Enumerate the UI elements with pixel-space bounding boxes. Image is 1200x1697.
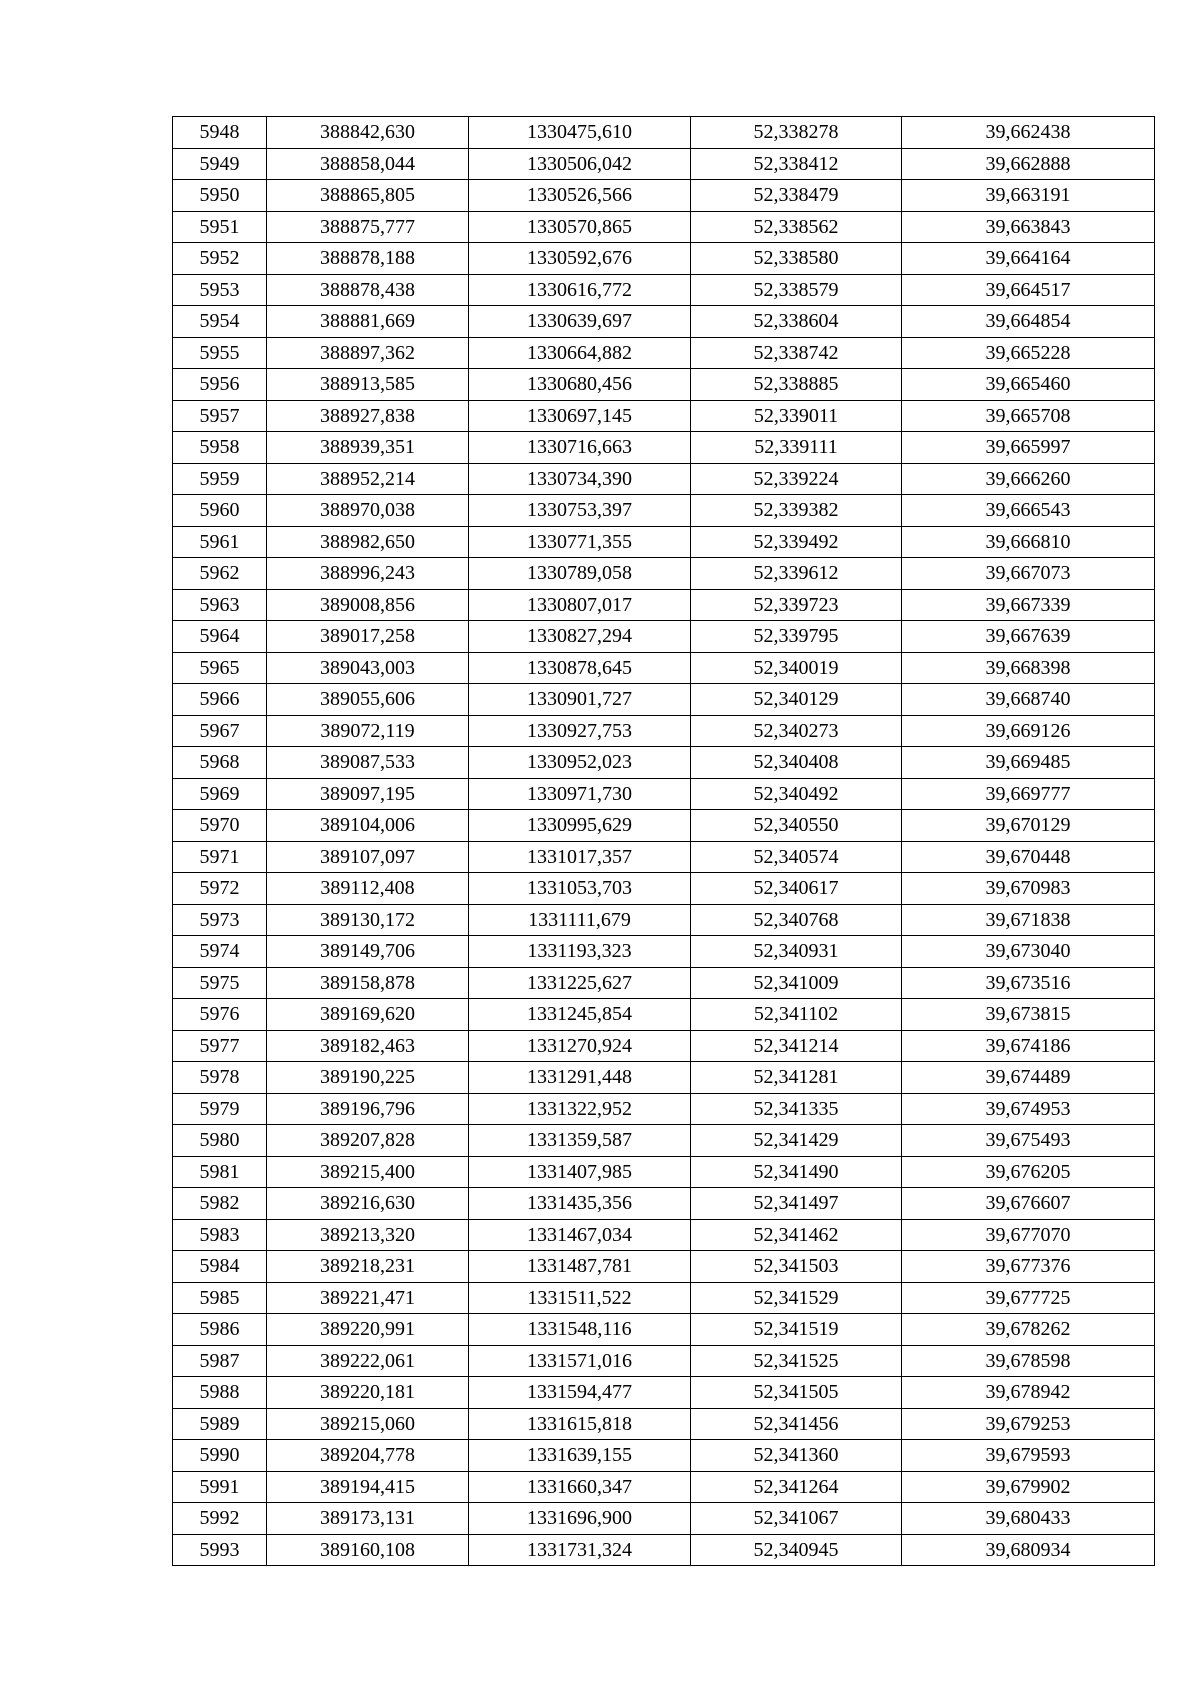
y-coordinate-cell: 1330901,727 (469, 684, 691, 716)
y-coordinate-cell: 1330807,017 (469, 589, 691, 621)
x-coordinate-cell: 388913,585 (267, 369, 469, 401)
y-coordinate-cell: 1331193,323 (469, 936, 691, 968)
y-coordinate-cell: 1330570,865 (469, 211, 691, 243)
table-row (173, 148, 1155, 180)
x-coordinate-cell: 389043,003 (267, 652, 469, 684)
table-row (173, 1188, 1155, 1220)
longitude-cell: 39,664854 (902, 306, 1155, 338)
latitude-cell: 52,340408 (691, 747, 902, 779)
latitude-cell: 52,341519 (691, 1314, 902, 1346)
point-number-cell: 5969 (173, 778, 267, 810)
coordinates-table (172, 116, 1155, 1566)
point-number-cell: 5950 (173, 180, 267, 212)
point-number-cell: 5987 (173, 1345, 267, 1377)
point-number-cell: 5951 (173, 211, 267, 243)
point-number-cell: 5986 (173, 1314, 267, 1346)
table-row (173, 558, 1155, 590)
table-row (173, 432, 1155, 464)
latitude-cell: 52,340617 (691, 873, 902, 905)
y-coordinate-cell: 1330526,566 (469, 180, 691, 212)
y-coordinate-cell: 1331696,900 (469, 1503, 691, 1535)
point-number-cell: 5985 (173, 1282, 267, 1314)
point-number-cell: 5956 (173, 369, 267, 401)
longitude-cell: 39,680934 (902, 1534, 1155, 1566)
y-coordinate-cell: 1330827,294 (469, 621, 691, 653)
latitude-cell: 52,341102 (691, 999, 902, 1031)
x-coordinate-cell: 388982,650 (267, 526, 469, 558)
latitude-cell: 52,340019 (691, 652, 902, 684)
y-coordinate-cell: 1331511,522 (469, 1282, 691, 1314)
y-coordinate-cell: 1330734,390 (469, 463, 691, 495)
y-coordinate-cell: 1330616,772 (469, 274, 691, 306)
table-row (173, 684, 1155, 716)
x-coordinate-cell: 388996,243 (267, 558, 469, 590)
point-number-cell: 5991 (173, 1471, 267, 1503)
table-row (173, 369, 1155, 401)
table-row (173, 778, 1155, 810)
x-coordinate-cell: 389204,778 (267, 1440, 469, 1472)
table-row (173, 1440, 1155, 1472)
latitude-cell: 52,341505 (691, 1377, 902, 1409)
point-number-cell: 5982 (173, 1188, 267, 1220)
latitude-cell: 52,341335 (691, 1093, 902, 1125)
x-coordinate-cell: 389072,119 (267, 715, 469, 747)
latitude-cell: 52,340574 (691, 841, 902, 873)
longitude-cell: 39,673040 (902, 936, 1155, 968)
y-coordinate-cell: 1331017,357 (469, 841, 691, 873)
point-number-cell: 5981 (173, 1156, 267, 1188)
latitude-cell: 52,339224 (691, 463, 902, 495)
y-coordinate-cell: 1330753,397 (469, 495, 691, 527)
point-number-cell: 5988 (173, 1377, 267, 1409)
longitude-cell: 39,674953 (902, 1093, 1155, 1125)
latitude-cell: 52,338412 (691, 148, 902, 180)
table-row (173, 1093, 1155, 1125)
table-row (173, 1314, 1155, 1346)
table-row (173, 621, 1155, 653)
y-coordinate-cell: 1331407,985 (469, 1156, 691, 1188)
coordinates-table-body (173, 117, 1155, 1566)
latitude-cell: 52,341009 (691, 967, 902, 999)
longitude-cell: 39,662438 (902, 117, 1155, 149)
latitude-cell: 52,341456 (691, 1408, 902, 1440)
point-number-cell: 5965 (173, 652, 267, 684)
x-coordinate-cell: 388875,777 (267, 211, 469, 243)
point-number-cell: 5979 (173, 1093, 267, 1125)
y-coordinate-cell: 1330995,629 (469, 810, 691, 842)
point-number-cell: 5957 (173, 400, 267, 432)
longitude-cell: 39,664517 (902, 274, 1155, 306)
y-coordinate-cell: 1331487,781 (469, 1251, 691, 1283)
y-coordinate-cell: 1330697,145 (469, 400, 691, 432)
x-coordinate-cell: 389158,878 (267, 967, 469, 999)
longitude-cell: 39,676607 (902, 1188, 1155, 1220)
latitude-cell: 52,338562 (691, 211, 902, 243)
x-coordinate-cell: 389215,400 (267, 1156, 469, 1188)
latitude-cell: 52,339382 (691, 495, 902, 527)
point-number-cell: 5952 (173, 243, 267, 275)
table-row (173, 117, 1155, 149)
y-coordinate-cell: 1330789,058 (469, 558, 691, 590)
longitude-cell: 39,678598 (902, 1345, 1155, 1377)
latitude-cell: 52,340492 (691, 778, 902, 810)
y-coordinate-cell: 1331639,155 (469, 1440, 691, 1472)
longitude-cell: 39,679253 (902, 1408, 1155, 1440)
y-coordinate-cell: 1331291,448 (469, 1062, 691, 1094)
x-coordinate-cell: 388939,351 (267, 432, 469, 464)
x-coordinate-cell: 389055,606 (267, 684, 469, 716)
x-coordinate-cell: 389097,195 (267, 778, 469, 810)
longitude-cell: 39,668398 (902, 652, 1155, 684)
latitude-cell: 52,341281 (691, 1062, 902, 1094)
latitude-cell: 52,341490 (691, 1156, 902, 1188)
x-coordinate-cell: 388970,038 (267, 495, 469, 527)
y-coordinate-cell: 1330664,882 (469, 337, 691, 369)
x-coordinate-cell: 389107,097 (267, 841, 469, 873)
y-coordinate-cell: 1330680,456 (469, 369, 691, 401)
table-row (173, 589, 1155, 621)
x-coordinate-cell: 388881,669 (267, 306, 469, 338)
longitude-cell: 39,665228 (902, 337, 1155, 369)
longitude-cell: 39,665708 (902, 400, 1155, 432)
table-row (173, 904, 1155, 936)
latitude-cell: 52,339492 (691, 526, 902, 558)
longitude-cell: 39,666260 (902, 463, 1155, 495)
table-row (173, 211, 1155, 243)
point-number-cell: 5989 (173, 1408, 267, 1440)
y-coordinate-cell: 1331548,116 (469, 1314, 691, 1346)
longitude-cell: 39,667639 (902, 621, 1155, 653)
table-row (173, 1156, 1155, 1188)
table-row (173, 1062, 1155, 1094)
point-number-cell: 5967 (173, 715, 267, 747)
y-coordinate-cell: 1330971,730 (469, 778, 691, 810)
point-number-cell: 5968 (173, 747, 267, 779)
latitude-cell: 52,340931 (691, 936, 902, 968)
x-coordinate-cell: 389008,856 (267, 589, 469, 621)
longitude-cell: 39,668740 (902, 684, 1155, 716)
latitude-cell: 52,338580 (691, 243, 902, 275)
longitude-cell: 39,673815 (902, 999, 1155, 1031)
point-number-cell: 5992 (173, 1503, 267, 1535)
longitude-cell: 39,675493 (902, 1125, 1155, 1157)
x-coordinate-cell: 389104,006 (267, 810, 469, 842)
y-coordinate-cell: 1330475,610 (469, 117, 691, 149)
longitude-cell: 39,667339 (902, 589, 1155, 621)
y-coordinate-cell: 1331571,016 (469, 1345, 691, 1377)
y-coordinate-cell: 1330878,645 (469, 652, 691, 684)
table-row (173, 1251, 1155, 1283)
longitude-cell: 39,667073 (902, 558, 1155, 590)
y-coordinate-cell: 1330639,697 (469, 306, 691, 338)
x-coordinate-cell: 389182,463 (267, 1030, 469, 1062)
longitude-cell: 39,674489 (902, 1062, 1155, 1094)
x-coordinate-cell: 389130,172 (267, 904, 469, 936)
y-coordinate-cell: 1331322,952 (469, 1093, 691, 1125)
y-coordinate-cell: 1331245,854 (469, 999, 691, 1031)
table-row (173, 652, 1155, 684)
x-coordinate-cell: 388858,044 (267, 148, 469, 180)
y-coordinate-cell: 1331660,347 (469, 1471, 691, 1503)
x-coordinate-cell: 389218,231 (267, 1251, 469, 1283)
x-coordinate-cell: 389220,181 (267, 1377, 469, 1409)
table-row (173, 936, 1155, 968)
latitude-cell: 52,339723 (691, 589, 902, 621)
y-coordinate-cell: 1330592,676 (469, 243, 691, 275)
point-number-cell: 5955 (173, 337, 267, 369)
x-coordinate-cell: 389194,415 (267, 1471, 469, 1503)
table-row (173, 306, 1155, 338)
table-row (173, 967, 1155, 999)
x-coordinate-cell: 389169,620 (267, 999, 469, 1031)
x-coordinate-cell: 389213,320 (267, 1219, 469, 1251)
longitude-cell: 39,669126 (902, 715, 1155, 747)
longitude-cell: 39,670448 (902, 841, 1155, 873)
longitude-cell: 39,669777 (902, 778, 1155, 810)
point-number-cell: 5978 (173, 1062, 267, 1094)
x-coordinate-cell: 388897,362 (267, 337, 469, 369)
longitude-cell: 39,677376 (902, 1251, 1155, 1283)
latitude-cell: 52,340129 (691, 684, 902, 716)
table-row (173, 1377, 1155, 1409)
longitude-cell: 39,671838 (902, 904, 1155, 936)
point-number-cell: 5974 (173, 936, 267, 968)
table-row (173, 1345, 1155, 1377)
point-number-cell: 5953 (173, 274, 267, 306)
point-number-cell: 5990 (173, 1440, 267, 1472)
x-coordinate-cell: 388952,214 (267, 463, 469, 495)
latitude-cell: 52,338885 (691, 369, 902, 401)
x-coordinate-cell: 389173,131 (267, 1503, 469, 1535)
y-coordinate-cell: 1331359,587 (469, 1125, 691, 1157)
table-row (173, 1471, 1155, 1503)
x-coordinate-cell: 389222,061 (267, 1345, 469, 1377)
longitude-cell: 39,674186 (902, 1030, 1155, 1062)
latitude-cell: 52,340550 (691, 810, 902, 842)
point-number-cell: 5972 (173, 873, 267, 905)
x-coordinate-cell: 388842,630 (267, 117, 469, 149)
longitude-cell: 39,665460 (902, 369, 1155, 401)
table-row (173, 400, 1155, 432)
longitude-cell: 39,670129 (902, 810, 1155, 842)
latitude-cell: 52,338278 (691, 117, 902, 149)
longitude-cell: 39,665997 (902, 432, 1155, 464)
point-number-cell: 5984 (173, 1251, 267, 1283)
table-row (173, 243, 1155, 275)
longitude-cell: 39,669485 (902, 747, 1155, 779)
y-coordinate-cell: 1331435,356 (469, 1188, 691, 1220)
point-number-cell: 5959 (173, 463, 267, 495)
latitude-cell: 52,341214 (691, 1030, 902, 1062)
latitude-cell: 52,341429 (691, 1125, 902, 1157)
y-coordinate-cell: 1331053,703 (469, 873, 691, 905)
latitude-cell: 52,338742 (691, 337, 902, 369)
x-coordinate-cell: 389221,471 (267, 1282, 469, 1314)
point-number-cell: 5960 (173, 495, 267, 527)
latitude-cell: 52,340273 (691, 715, 902, 747)
table-row (173, 715, 1155, 747)
longitude-cell: 39,664164 (902, 243, 1155, 275)
y-coordinate-cell: 1331615,818 (469, 1408, 691, 1440)
table-row (173, 180, 1155, 212)
x-coordinate-cell: 389087,533 (267, 747, 469, 779)
table-row (173, 999, 1155, 1031)
point-number-cell: 5980 (173, 1125, 267, 1157)
latitude-cell: 52,338479 (691, 180, 902, 212)
y-coordinate-cell: 1330952,023 (469, 747, 691, 779)
latitude-cell: 52,339011 (691, 400, 902, 432)
longitude-cell: 39,678942 (902, 1377, 1155, 1409)
table-row (173, 337, 1155, 369)
point-number-cell: 5963 (173, 589, 267, 621)
x-coordinate-cell: 389149,706 (267, 936, 469, 968)
x-coordinate-cell: 389216,630 (267, 1188, 469, 1220)
table-row (173, 1219, 1155, 1251)
y-coordinate-cell: 1330506,042 (469, 148, 691, 180)
latitude-cell: 52,341503 (691, 1251, 902, 1283)
x-coordinate-cell: 389017,258 (267, 621, 469, 653)
point-number-cell: 5964 (173, 621, 267, 653)
latitude-cell: 52,341462 (691, 1219, 902, 1251)
latitude-cell: 52,341360 (691, 1440, 902, 1472)
latitude-cell: 52,341067 (691, 1503, 902, 1535)
latitude-cell: 52,339111 (691, 432, 902, 464)
x-coordinate-cell: 389196,796 (267, 1093, 469, 1125)
table-row (173, 841, 1155, 873)
latitude-cell: 52,338579 (691, 274, 902, 306)
longitude-cell: 39,666810 (902, 526, 1155, 558)
point-number-cell: 5948 (173, 117, 267, 149)
y-coordinate-cell: 1331270,924 (469, 1030, 691, 1062)
table-row (173, 747, 1155, 779)
y-coordinate-cell: 1330771,355 (469, 526, 691, 558)
x-coordinate-cell: 389190,225 (267, 1062, 469, 1094)
point-number-cell: 5973 (173, 904, 267, 936)
y-coordinate-cell: 1331111,679 (469, 904, 691, 936)
x-coordinate-cell: 389220,991 (267, 1314, 469, 1346)
table-row (173, 1503, 1155, 1535)
table-row (173, 526, 1155, 558)
latitude-cell: 52,339795 (691, 621, 902, 653)
table-row (173, 873, 1155, 905)
point-number-cell: 5975 (173, 967, 267, 999)
longitude-cell: 39,677725 (902, 1282, 1155, 1314)
y-coordinate-cell: 1330716,663 (469, 432, 691, 464)
x-coordinate-cell: 389112,408 (267, 873, 469, 905)
longitude-cell: 39,677070 (902, 1219, 1155, 1251)
longitude-cell: 39,679593 (902, 1440, 1155, 1472)
latitude-cell: 52,338604 (691, 306, 902, 338)
latitude-cell: 52,339612 (691, 558, 902, 590)
table-row (173, 274, 1155, 306)
latitude-cell: 52,341525 (691, 1345, 902, 1377)
y-coordinate-cell: 1331731,324 (469, 1534, 691, 1566)
longitude-cell: 39,676205 (902, 1156, 1155, 1188)
latitude-cell: 52,340945 (691, 1534, 902, 1566)
latitude-cell: 52,340768 (691, 904, 902, 936)
longitude-cell: 39,673516 (902, 967, 1155, 999)
point-number-cell: 5976 (173, 999, 267, 1031)
longitude-cell: 39,663843 (902, 211, 1155, 243)
longitude-cell: 39,663191 (902, 180, 1155, 212)
y-coordinate-cell: 1331467,034 (469, 1219, 691, 1251)
latitude-cell: 52,341529 (691, 1282, 902, 1314)
point-number-cell: 5977 (173, 1030, 267, 1062)
table-row (173, 810, 1155, 842)
point-number-cell: 5971 (173, 841, 267, 873)
point-number-cell: 5954 (173, 306, 267, 338)
x-coordinate-cell: 388927,838 (267, 400, 469, 432)
table-row (173, 1030, 1155, 1062)
table-row (173, 1534, 1155, 1566)
y-coordinate-cell: 1330927,753 (469, 715, 691, 747)
table-row (173, 1282, 1155, 1314)
table-row (173, 1408, 1155, 1440)
x-coordinate-cell: 388878,188 (267, 243, 469, 275)
x-coordinate-cell: 388865,805 (267, 180, 469, 212)
x-coordinate-cell: 389215,060 (267, 1408, 469, 1440)
longitude-cell: 39,679902 (902, 1471, 1155, 1503)
point-number-cell: 5958 (173, 432, 267, 464)
point-number-cell: 5970 (173, 810, 267, 842)
x-coordinate-cell: 389207,828 (267, 1125, 469, 1157)
longitude-cell: 39,678262 (902, 1314, 1155, 1346)
x-coordinate-cell: 389160,108 (267, 1534, 469, 1566)
longitude-cell: 39,666543 (902, 495, 1155, 527)
y-coordinate-cell: 1331594,477 (469, 1377, 691, 1409)
point-number-cell: 5966 (173, 684, 267, 716)
table-row (173, 1125, 1155, 1157)
point-number-cell: 5949 (173, 148, 267, 180)
longitude-cell: 39,662888 (902, 148, 1155, 180)
point-number-cell: 5993 (173, 1534, 267, 1566)
longitude-cell: 39,680433 (902, 1503, 1155, 1535)
point-number-cell: 5962 (173, 558, 267, 590)
x-coordinate-cell: 388878,438 (267, 274, 469, 306)
table-row (173, 463, 1155, 495)
latitude-cell: 52,341264 (691, 1471, 902, 1503)
latitude-cell: 52,341497 (691, 1188, 902, 1220)
point-number-cell: 5961 (173, 526, 267, 558)
table-row (173, 495, 1155, 527)
longitude-cell: 39,670983 (902, 873, 1155, 905)
point-number-cell: 5983 (173, 1219, 267, 1251)
y-coordinate-cell: 1331225,627 (469, 967, 691, 999)
